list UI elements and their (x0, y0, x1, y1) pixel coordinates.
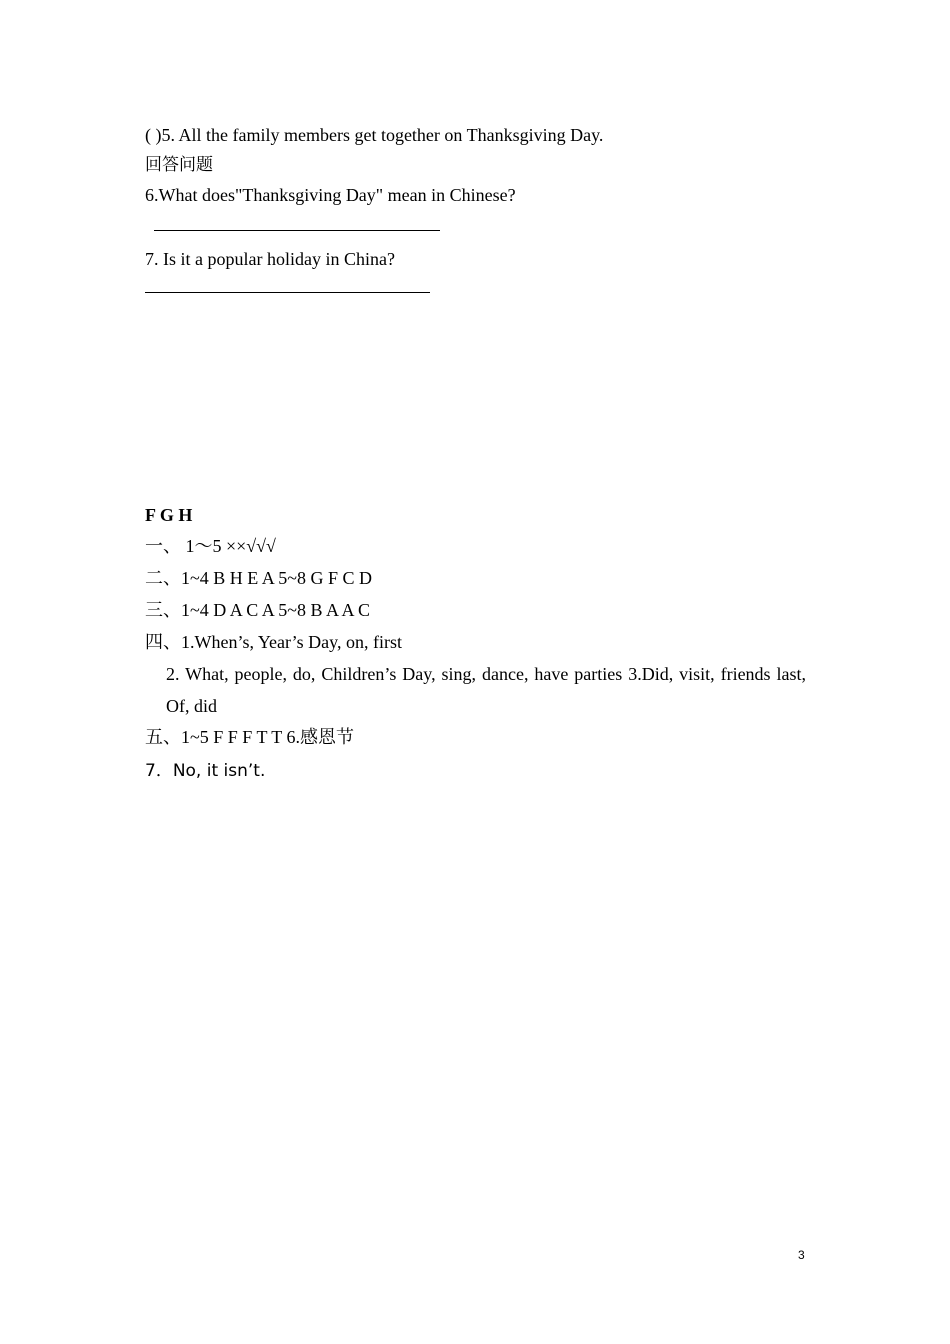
answer-blank-7 (145, 276, 430, 298)
answer-line-5: 2. What, people, do, Children’s Day, sing, dance, have parties 3.Did, visit, friends last, Of, did (166, 664, 806, 716)
answer-line-2: 二、1~4 B H E A 5~8 G F C D (145, 568, 373, 588)
answer-line-1: 一、 1～5 ××√√√ (145, 536, 276, 556)
answer-blank-6 (154, 214, 440, 236)
question-5: ( )5. All the family members get together on Thanksgiving Day. (145, 125, 604, 145)
answers-heading: F G H (145, 505, 193, 525)
answer-line-4: 四、1.When’s, Year’s Day, on, first (145, 632, 402, 652)
answer-line-3: 三、1~4 D A C A 5~8 B A A C (145, 600, 371, 620)
answer-line-6: 五、1~5 F F F T T 6.感恩节 (145, 727, 354, 747)
question-7: 7. Is it a popular holiday in China? (145, 249, 395, 269)
answer-line-7: 7．No, it isn’t. (145, 761, 266, 781)
question-6: 6.What does"Thanksgiving Day" mean in Chinese? (145, 185, 516, 205)
section-heading: 回答问题 (145, 155, 213, 175)
page-number: 3 (798, 1248, 805, 1262)
